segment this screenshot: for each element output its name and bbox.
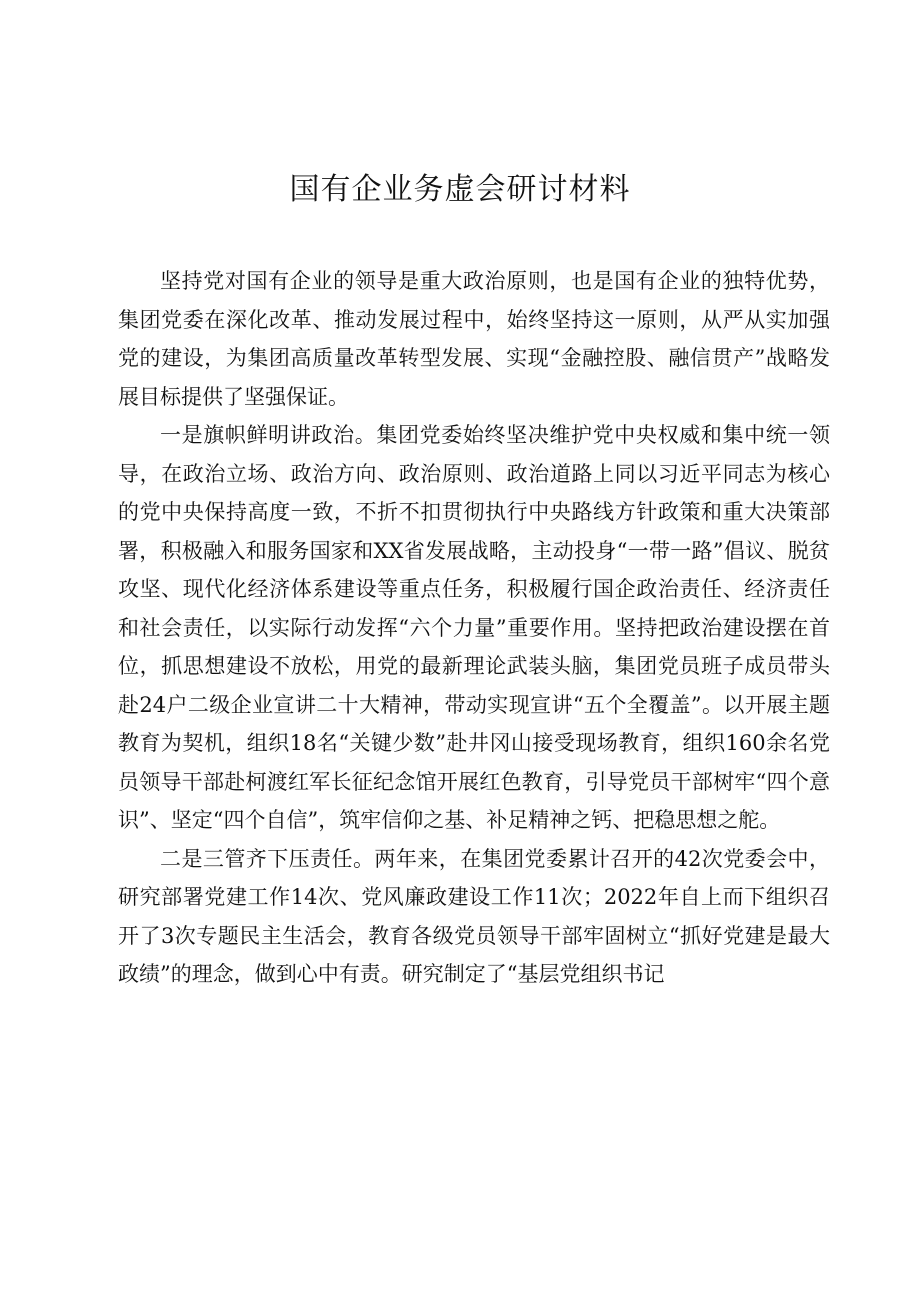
document-body	[118, 262, 830, 994]
document-title: 国有企业务虚会研讨材料	[289, 172, 631, 207]
paragraph-intro: 坚持党对国有企业的领导是重大政治原则，也是国有企业的独特优势，集团党委在深化改革、推动发展过程中，始终坚持这一原则，从严从实加强党的建设，为集团高质量改革转型发展、实现“金融控股、融信贯产”战略发展目标提供了坚强保证。	[118, 269, 830, 409]
paragraph-responsibility: 二是三管齐下压责任。两年来，在集团党委累计召开的42次党委会中，研究部署党建工作14次、党风廉政建设工作11次；2022年自上而下组织召开了3次专题民主生活会，教育各级党员领导干部牢固树立“抓好党建是最大政绩”的理念，做到心中有责。研究制定了“基层党组织书记	[118, 846, 830, 986]
paragraph-politics: 一是旗帜鲜明讲政治。集团党委始终坚决维护党中央权威和集中统一领导，在政治立场、政治方向、政治原则、政治道路上同以习近平同志为核心的党中央保持高度一致，不折不扣贯彻执行中央路线方针政策和重大决策部署，积极融入和服务国家和XX省发展战略，主动投身“一带一路”倡议、脱贫攻坚、现代化经济体系建设等重点任务，积极履行国企政治责任、经济责任和社会责任，以实际行动发挥“六个力量”重要作用。坚持把政治建设摆在首位，抓思想建设不放松，用党的最新理论武装头脑，集团党员班子成员带头赴24户二级企业宣讲二十大精神，带动实现宣讲“五个全覆盖”。以开展主题教育为契机，组织18名“关键少数”赴井冈山接受现场教育，组织160余名党员领导干部赴柯渡红军长征纪念馆开展红色教育，引导党员干部树牢“四个意识”、坚定“四个自信”，筑牢信仰之基、补足精神之钙、把稳思想之舵。	[118, 423, 830, 832]
